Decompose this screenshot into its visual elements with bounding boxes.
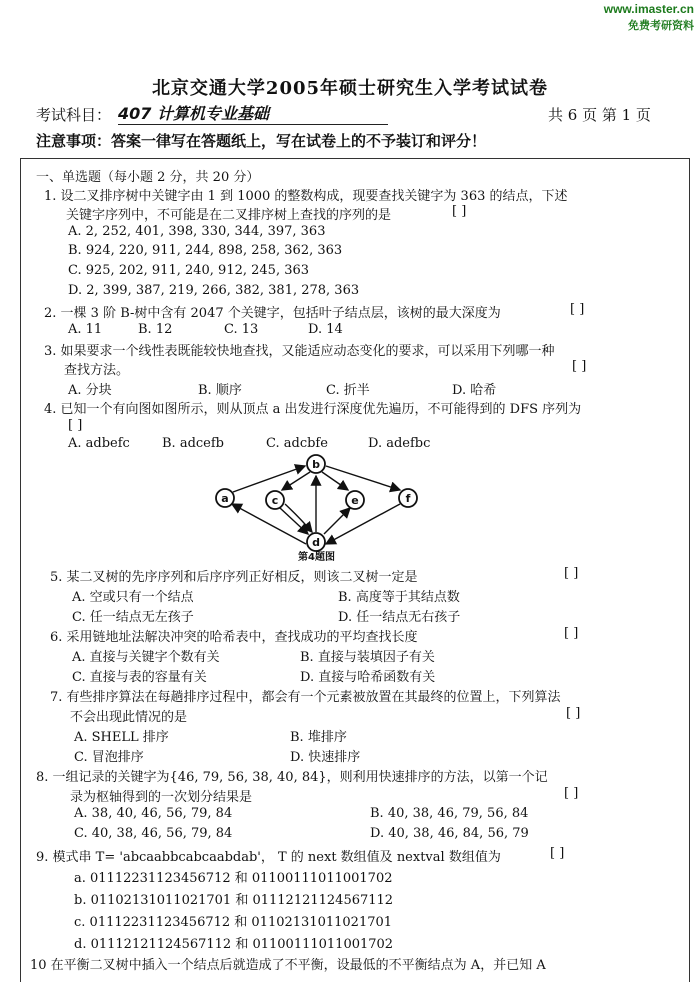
q3-stem-line1: 3. 如果要求一个线性表既能较快地查找，又能适应动态变化的要求，可以采用下列哪一种 [44, 344, 555, 359]
q8-option-a: A. 38, 40, 46, 56, 79, 84 [74, 806, 233, 821]
q9-option-a: a. 01112231123456712 和 01100111011001702 [74, 871, 393, 886]
q4-graph-figure [200, 452, 450, 562]
edge-c-d-curve [285, 504, 312, 532]
q6-option-d: D. 直接与哈希函数有关 [300, 670, 436, 685]
q1-option-c: C. 925, 202, 911, 240, 912, 245, 363 [68, 263, 310, 278]
q5-stem: 5. 某二叉树的先序序列和后序序列正好相反，则该二叉树一定是 [50, 570, 418, 585]
q5-option-a: A. 空或只有一个结点 [72, 590, 194, 605]
q4-figure-caption: 第4题图 [298, 552, 335, 563]
q3-answer-bracket[interactable]: [ ] [572, 359, 587, 374]
q8-answer-bracket[interactable]: [ ] [564, 786, 579, 801]
q1-option-b: B. 924, 220, 911, 244, 898, 258, 362, 363 [68, 243, 343, 258]
q8-stem-line2: 录为枢轴得到的一次划分结果是 [70, 790, 253, 805]
exam-notice: 注意事项：答案一律写在答题纸上，写在试卷上的不予装订和评分！ [36, 132, 487, 150]
q1-option-a: A. 2, 252, 401, 398, 330, 344, 397, 363 [68, 224, 326, 239]
vertex-f-label: f [405, 492, 411, 505]
q1-option-d: D. 2, 399, 387, 219, 266, 382, 381, 278, 363 [68, 283, 360, 298]
q5-answer-bracket[interactable]: [ ] [564, 566, 579, 581]
q7-option-b: B. 堆排序 [290, 730, 347, 745]
edge-b-e [322, 472, 348, 490]
watermark-tagline: 免费考研资料 [628, 19, 694, 32]
watermark-site[interactable]: www.imaster.cn [603, 2, 694, 16]
q3-stem-line2: 查找方法。 [64, 363, 130, 378]
subject-label: 考试科目： [36, 106, 112, 124]
edge-f-d [326, 504, 400, 544]
edge-d-e [324, 508, 350, 534]
vertex-c-label: c [271, 494, 279, 507]
edge-a-b [233, 466, 305, 492]
q4-option-a: A. adbefc [68, 436, 130, 451]
q1-answer-bracket[interactable]: [ ] [452, 204, 467, 219]
vertex-b-label: b [312, 458, 320, 471]
q5-option-b: B. 高度等于其结点数 [338, 590, 460, 605]
q3-option-a: A. 分块 [68, 383, 112, 398]
q3-option-b: B. 顺序 [198, 383, 242, 398]
q3-option-d: D. 哈希 [452, 383, 497, 398]
q7-stem-line2: 不会出现此情况的是 [70, 710, 188, 725]
q7-option-a: A. SHELL 排序 [74, 730, 169, 745]
q4-option-b: B. adcefb [162, 436, 224, 451]
q7-stem-line1: 7. 有些排序算法在每趟排序过程中，都会有一个元素被放置在其最终的位置上，下列算法 [50, 690, 561, 705]
edge-b-c [282, 472, 310, 490]
q4-stem: 4. 已知一个有向图如图所示，则从顶点 a 出发进行深度优先遍历，不可能得到的 DFS 序列为 [44, 402, 582, 417]
q5-option-d: D. 任一结点无右孩子 [338, 610, 461, 625]
vertex-e-label: e [351, 494, 359, 507]
q4-answer-bracket[interactable]: [ ] [68, 418, 83, 433]
q6-option-c: C. 直接与表的容量有关 [72, 670, 207, 685]
q4-option-d: D. adefbc [368, 436, 431, 451]
q6-stem: 6. 采用链地址法解决冲突的哈希表中，查找成功的平均查找长度 [50, 630, 418, 645]
q1-stem-line2: 关键字序列中，不可能是在二叉排序树上查找的序列的是 [66, 208, 392, 223]
q9-stem: 9. 模式串 T= 'abcaabbcabcaabdab'， T 的 next 数组值及 nextval 数组值为 [36, 850, 501, 865]
q2-option-c: C. 13 [224, 322, 259, 337]
q9-option-c: c. 01112231123456712 和 01102131011021701 [74, 915, 393, 930]
section-heading: 一、单选题（每小题 2 分，共 20 分） [36, 170, 260, 185]
q8-option-d: D. 40, 38, 46, 84, 56, 79 [370, 826, 529, 841]
q9-answer-bracket[interactable]: [ ] [550, 846, 565, 861]
q7-option-d: D. 快速排序 [290, 750, 361, 765]
q9-option-d: d. 01112121124567112 和 01100111011001702 [74, 937, 394, 952]
q4-option-c: C. adcbfe [266, 436, 328, 451]
q10-stem: 10 在平衡二叉树中插入一个结点后就造成了不平衡，设最低的不平衡结点为 A，并已知 A [30, 958, 546, 973]
page-info: 共 6 页 第 1 页 [548, 106, 651, 124]
q5-option-c: C. 任一结点无左孩子 [72, 610, 194, 625]
q6-option-a: A. 直接与关键字个数有关 [72, 650, 220, 665]
q6-option-b: B. 直接与装填因子有关 [300, 650, 435, 665]
q2-option-a: A. 11 [68, 322, 103, 337]
q2-option-d: D. 14 [308, 322, 343, 337]
edge-d-a [232, 504, 306, 544]
subject-value: 407 计算机专业基础 [118, 104, 269, 123]
exam-title: 北京交通大学2005年硕士研究生入学考试试卷 [151, 78, 549, 99]
q7-answer-bracket[interactable]: [ ] [566, 706, 581, 721]
q7-option-c: C. 冒泡排序 [74, 750, 144, 765]
q8-stem-line1: 8. 一组记录的关键字为{46, 79, 56, 38, 40, 84}，则利用快速排序的方法，以第一个记 [36, 770, 548, 785]
q2-option-b: B. 12 [138, 322, 173, 337]
q2-stem: 2. 一棵 3 阶 B-树中含有 2047 个关键字，包括叶子结点层，该树的最大深度为 [44, 306, 501, 321]
q3-option-c: C. 折半 [326, 383, 370, 398]
vertex-a-label: a [221, 492, 229, 505]
q6-answer-bracket[interactable]: [ ] [564, 626, 579, 641]
q1-stem-line1: 1. 设二叉排序树中关键字由 1 到 1000 的整数构成，现要查找关键字为 363 的结点，下述 [44, 189, 568, 204]
subject-underline [118, 124, 388, 125]
vertex-d-label: d [312, 536, 320, 549]
q8-option-c: C. 40, 38, 46, 56, 79, 84 [74, 826, 233, 841]
q2-answer-bracket[interactable]: [ ] [570, 302, 585, 317]
q8-option-b: B. 40, 38, 46, 79, 56, 84 [370, 806, 529, 821]
edge-b-f [326, 466, 400, 490]
q9-option-b: b. 01102131011021701 和 01112121124567112 [74, 893, 394, 908]
